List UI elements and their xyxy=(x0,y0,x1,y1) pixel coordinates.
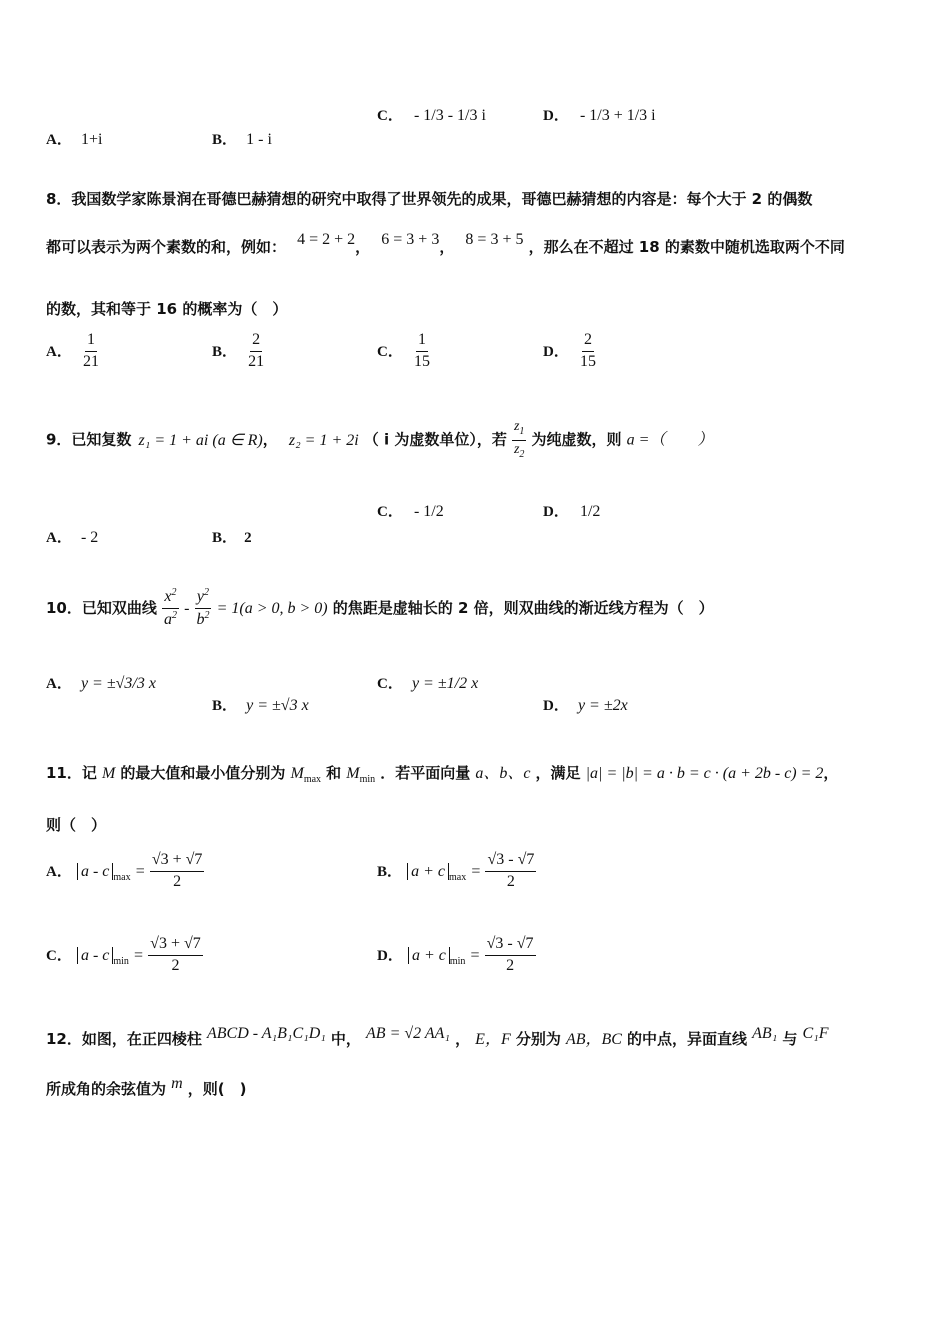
q9-prefix: 9．已知复数 xyxy=(46,430,132,449)
q12-line1 xyxy=(46,1026,828,1049)
option-label: D． xyxy=(377,947,403,964)
option-fraction: $\frac{1}{21}$ xyxy=(82,331,99,370)
q10-stem: 10．已知双曲线 $\frac{x^2}{a^2}$ - $\frac{y^2}{b^2}$ = 1(a > 0, b > 0) 的焦距是虚轴长的 2 倍，则双曲线的渐近线方程为（ ） xyxy=(46,587,714,628)
option-value: - 1/3 - 1/3 i xyxy=(413,107,486,124)
q10-frac-y: $\frac{y^2}{b^2}$ xyxy=(196,587,210,628)
option-label: A． xyxy=(46,132,72,148)
option-sub: min xyxy=(113,955,129,967)
q12-t4: 的中点，异面直线 xyxy=(627,1030,748,1048)
q12-line2 xyxy=(46,1075,247,1099)
option-value: y = ±√3/3 x xyxy=(80,675,156,692)
q12-prism: ABCD - A₁B₁C₁D₁ xyxy=(206,1025,326,1042)
option-fraction: $\frac{√3 - √7}{2}$ xyxy=(486,935,534,974)
option-label: C． xyxy=(377,676,403,692)
q11-option-b: B． a + c $_{max}$ = $\frac{√3 - √7}{2}$ xyxy=(377,851,535,890)
q7-option-b xyxy=(212,128,272,149)
q9-option-b xyxy=(212,526,252,547)
option-value: y = ±1/2 x xyxy=(411,675,479,692)
q11-M: M xyxy=(101,765,116,782)
option-lhs: a + c xyxy=(408,947,450,964)
q11-option-c: C． a - c $_{min}$ = $\frac{√3 + √7}{2}$ xyxy=(46,935,201,974)
q12-t3: 分别为 xyxy=(515,1030,561,1048)
option-label: C． xyxy=(377,343,403,360)
q8-line3: 的数，其和等于 16 的概率为（ ） xyxy=(46,300,288,318)
q11-cond: |a| = |b| = a · b = c · (a + 2b - c) = 2 xyxy=(585,765,824,782)
q12-c1f: C₁F xyxy=(802,1025,829,1042)
q10-suffix: 的焦距是虚轴长的 2 倍，则双曲线的渐近线方程为（ ） xyxy=(332,598,714,617)
option-label: D． xyxy=(543,108,569,124)
q8-option-a xyxy=(46,332,101,371)
q11-option-a: A． a - c $_{max}$ = $\frac{√3 + √7}{2}$ xyxy=(46,851,203,890)
q12-t5: 与 xyxy=(782,1030,798,1048)
option-fraction: $\frac{√3 - √7}{2}$ xyxy=(487,851,535,890)
q8-line2b: ，那么在不超过 18 的素数中随机选取两个不同 xyxy=(528,238,845,256)
option-value: 1+i xyxy=(80,131,103,148)
q11-option-d: D． a + c $_{min}$ = $\frac{√3 - √7}{2}$ xyxy=(377,935,534,974)
option-label: D． xyxy=(543,504,569,520)
option-sub: max xyxy=(113,871,131,883)
q7-option-c xyxy=(377,104,486,125)
option-value: 1/2 xyxy=(579,503,601,520)
q9-suffix: 为纯虚数，则 xyxy=(531,430,622,449)
q10-cond: = 1(a > 0, b > 0) xyxy=(216,599,328,617)
q11-Mmax: $M_{max}$ xyxy=(290,765,322,785)
option-value: y = ±√3 x xyxy=(246,697,309,714)
q11-line1c: 和 xyxy=(326,764,342,782)
q12-m: m xyxy=(171,1075,183,1092)
option-value: - 2 xyxy=(80,529,99,546)
q12-line2-text: 所成角的余弦值为 xyxy=(46,1080,167,1098)
option-value: y = ±2x xyxy=(577,697,628,714)
option-label: A． xyxy=(46,676,72,692)
option-value: - 1/3 + 1/3 i xyxy=(579,107,656,124)
q8-option-b xyxy=(212,332,266,371)
q10-frac-x: $\frac{x^2}{a^2}$ xyxy=(163,587,177,628)
option-value: 1 - i xyxy=(246,131,272,148)
option-label: D． xyxy=(543,698,569,714)
q8-line2: 都可以表示为两个素数的和，例如： 4 = 2 + 2， 6 = 3 + 3， 8 = 3 + 5 ，那么在不超过 18 的素数中随机选取两个不同 xyxy=(46,231,845,256)
q7-option-d xyxy=(543,104,656,125)
option-label: B． xyxy=(377,863,403,880)
q11-line2: 则（ ） xyxy=(46,816,107,834)
option-label: D． xyxy=(543,343,569,360)
option-value: - 1/2 xyxy=(413,503,444,520)
q12-t2: ， xyxy=(455,1030,471,1048)
option-label: A． xyxy=(46,863,72,880)
q12-line2b: ，则( ) xyxy=(187,1080,247,1098)
q8-line1: 8．我国数学家陈景润在哥德巴赫猜想的研究中取得了世界领先的成果，哥德巴赫猜想的内容是：每个大于 2 的偶数 xyxy=(46,190,813,208)
q9-z2: z₂ = 1 + 2i xyxy=(288,431,359,449)
option-label: A． xyxy=(46,343,72,360)
q9-mid: （ i 为虚数单位），若 xyxy=(363,430,507,449)
q11-stem: 11．记 M 的最大值和最小值分别为 $M_{max}$ 和 $M_{min}$ ．若平面向量 a、b、c ，满足 |a| = |b| = a · b = c · (a + 2b - c) = 2， xyxy=(46,764,839,785)
q12-ab1: AB₁ xyxy=(752,1025,778,1042)
q8-eq1: 4 = 2 + 2 xyxy=(297,231,356,248)
option-fraction: $\frac{1}{15}$ xyxy=(413,331,430,370)
option-fraction: $\frac{√3 + √7}{2}$ xyxy=(150,935,201,974)
option-fraction: $\frac{2}{15}$ xyxy=(579,331,596,370)
q10-option-b xyxy=(212,694,309,715)
q11-line1a: 11．记 xyxy=(46,764,97,782)
q9-option-d xyxy=(543,500,600,521)
q10-option-c xyxy=(377,672,478,693)
option-label: B． xyxy=(212,698,238,714)
q8-option-c xyxy=(377,332,432,371)
option-lhs: a + c xyxy=(407,863,449,880)
q12-prefix: 12．如图，在正四棱柱 xyxy=(46,1030,202,1048)
q12-eq: AB = √2 AA₁ xyxy=(366,1025,450,1042)
q12-abbc: AB，BC xyxy=(565,1031,622,1048)
q9-option-a xyxy=(46,526,98,547)
option-sub: min xyxy=(449,955,466,967)
q8-eq2: 6 = 3 + 3 xyxy=(381,231,440,248)
q9-ratio: $\frac{z_1}{z_2}$ xyxy=(513,419,525,460)
option-label: B． xyxy=(212,132,238,148)
option-label: C． xyxy=(46,947,72,964)
q11-line1b: 的最大值和最小值分别为 xyxy=(120,764,286,782)
option-label: A． xyxy=(46,530,72,546)
q9-z1: z₁ = 1 + ai (a ∈ R) xyxy=(138,431,263,449)
option-sub: max xyxy=(449,871,467,883)
option-label: C． xyxy=(377,504,403,520)
q8-eq3: 8 = 3 + 5 xyxy=(465,231,524,248)
q9-stem: 9．已知复数 z₁ = 1 + ai (a ∈ R)， z₂ = 1 + 2i （ i 为虚数单位），若 $\frac{z_1}{z_2}$ 为纯虚数，则 a =（ ） xyxy=(46,419,714,460)
option-lhs: a - c xyxy=(77,947,113,964)
option-label: B． xyxy=(212,530,238,546)
q9-option-c xyxy=(377,500,444,521)
option-value: 2 xyxy=(244,530,252,546)
q10-option-a xyxy=(46,672,156,693)
q12-t1: 中， xyxy=(330,1030,361,1048)
q7-option-a xyxy=(46,128,102,149)
option-fraction: $\frac{√3 + √7}{2}$ xyxy=(151,851,203,890)
q9-tail: a =（ ） xyxy=(626,431,714,449)
q11-vectors: a、b、c xyxy=(475,765,531,782)
q11-line1d: ．若平面向量 xyxy=(380,764,471,782)
option-label: C． xyxy=(377,108,403,124)
q11-Mmin: $M_{min}$ xyxy=(346,765,376,785)
option-lhs: a - c xyxy=(77,863,113,880)
q8-option-d xyxy=(543,332,598,371)
q12-ef: E，F xyxy=(475,1031,511,1048)
q8-line2a: 都可以表示为两个素数的和，例如： xyxy=(46,238,287,256)
option-fraction: $\frac{2}{21}$ xyxy=(248,331,265,370)
q11-line1e: ，满足 xyxy=(535,764,581,782)
q10-prefix: 10．已知双曲线 xyxy=(46,598,157,617)
q10-option-d xyxy=(543,694,628,715)
option-label: B． xyxy=(212,343,238,360)
